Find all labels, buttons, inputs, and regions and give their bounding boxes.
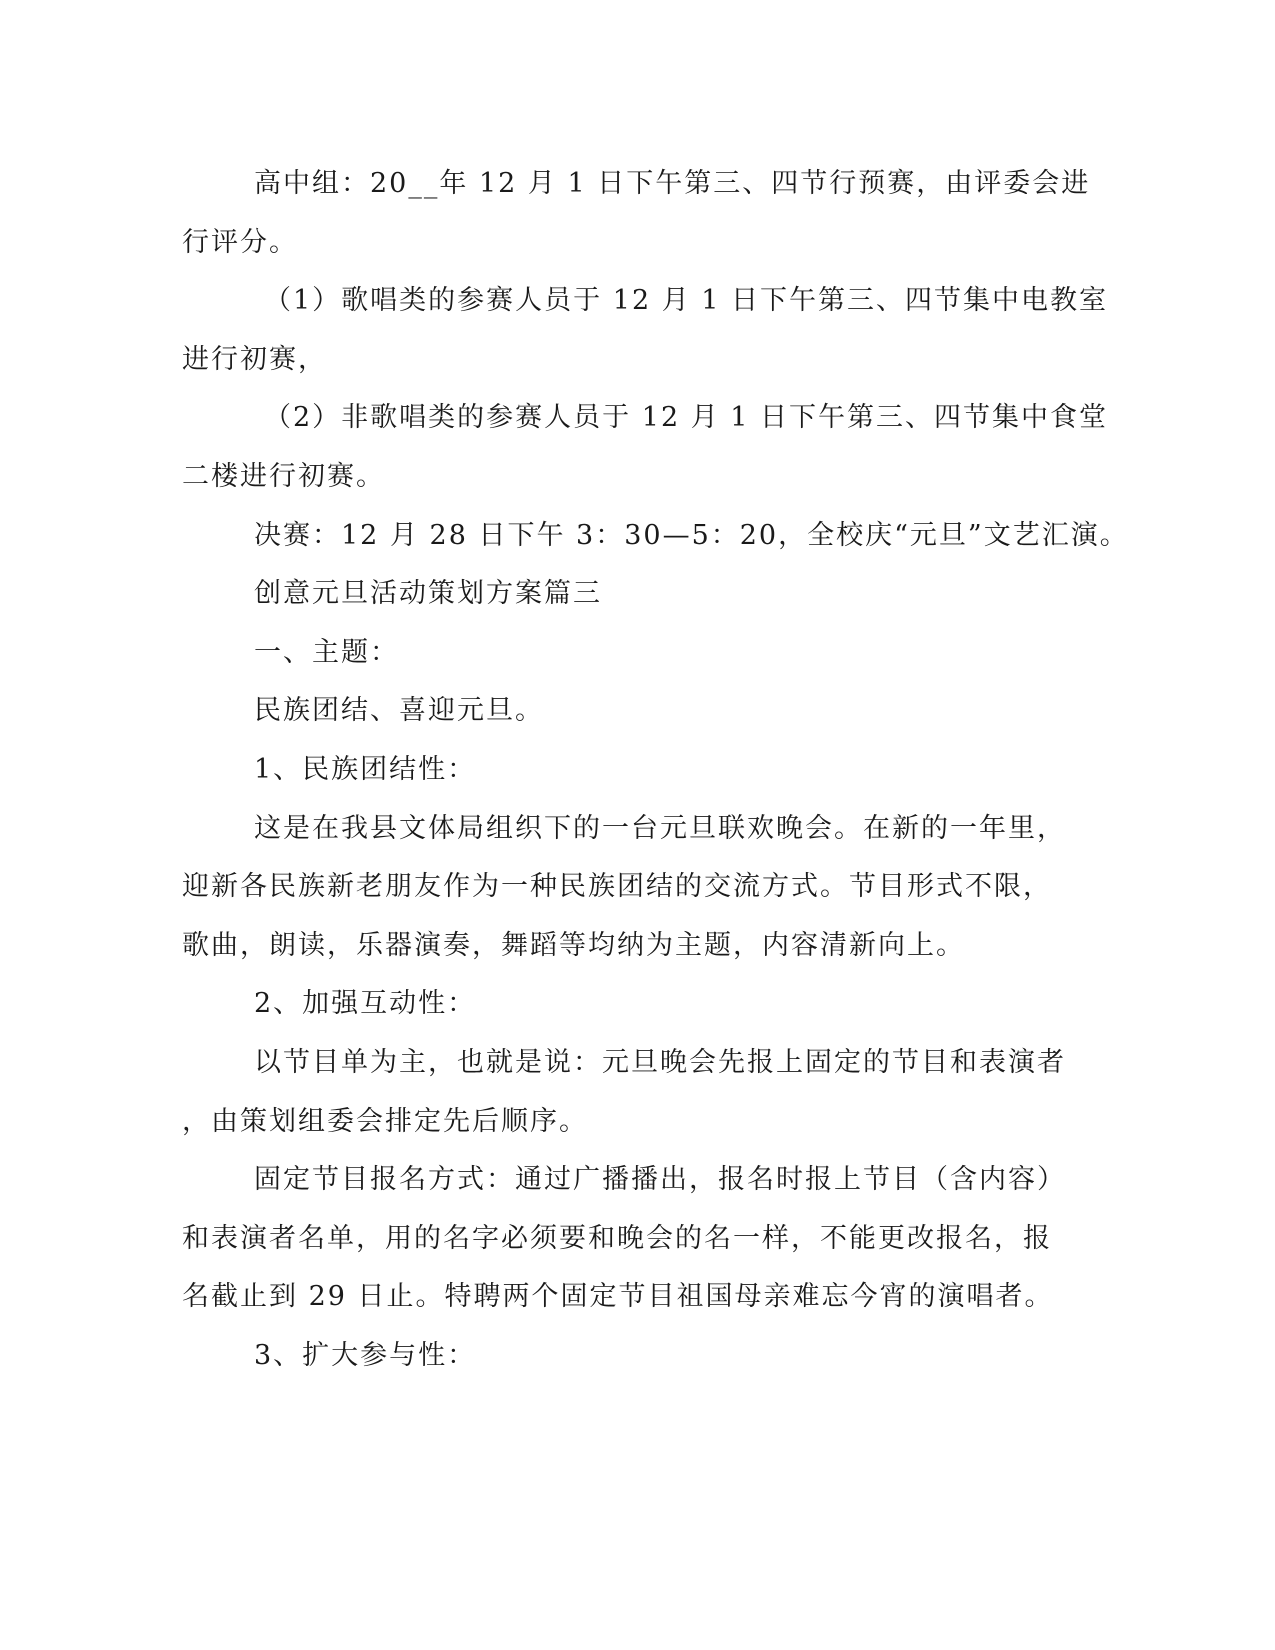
paragraph-line: 固定节目报名方式：通过广播播出，报名时报上节目（含内容） <box>254 1164 1066 1196</box>
paragraph-line: ，由策划组委会排定先后顺序。 <box>182 1105 588 1137</box>
paragraph-line: 歌曲，朗读，乐器演奏，舞蹈等均纳为主题，内容清新向上。 <box>182 929 965 961</box>
paragraph-line: （2）非歌唱类的参赛人员于 12 月 1 日下午第三、四节集中食堂 <box>264 402 1109 434</box>
subsection-heading: 2、加强互动性： <box>254 988 477 1020</box>
paragraph-line: 二楼进行初赛。 <box>182 460 385 492</box>
document-body <box>182 155 1129 1385</box>
section-title: 创意元旦活动策划方案篇三 <box>254 578 602 610</box>
paragraph-line: 进行初赛， <box>182 343 327 375</box>
paragraph-line: 决赛：12 月 28 日下午 3：30—5：20，全校庆“元旦”文艺汇演。 <box>254 519 1129 551</box>
paragraph-line: 名截止到 29 日止。特聘两个固定节目祖国母亲难忘今宵的演唱者。 <box>182 1281 1054 1313</box>
paragraph-line: 这是在我县文体局组织下的一台元旦联欢晚会。在新的一年里， <box>254 812 1066 844</box>
section-heading: 一、主题： <box>254 636 399 668</box>
paragraph-line: （1）歌唱类的参赛人员于 12 月 1 日下午第三、四节集中电教室 <box>264 285 1109 317</box>
paragraph-line: 以节目单为主，也就是说：元旦晚会先报上固定的节目和表演者 <box>254 1046 1066 1078</box>
subsection-heading: 3、扩大参与性： <box>254 1339 477 1371</box>
paragraph-line: 迎新各民族新老朋友作为一种民族团结的交流方式。节目形式不限， <box>182 871 1052 903</box>
subsection-heading: 1、民族团结性： <box>254 753 477 785</box>
paragraph-line: 和表演者名单，用的名字必须要和晚会的名一样，不能更改报名，报 <box>182 1222 1052 1254</box>
paragraph-line: 高中组：20__年 12 月 1 日下午第三、四节行预赛，由评委会进 <box>254 168 1091 199</box>
paragraph-line: 民族团结、喜迎元旦。 <box>254 695 544 727</box>
paragraph-line: 行评分。 <box>182 226 298 258</box>
